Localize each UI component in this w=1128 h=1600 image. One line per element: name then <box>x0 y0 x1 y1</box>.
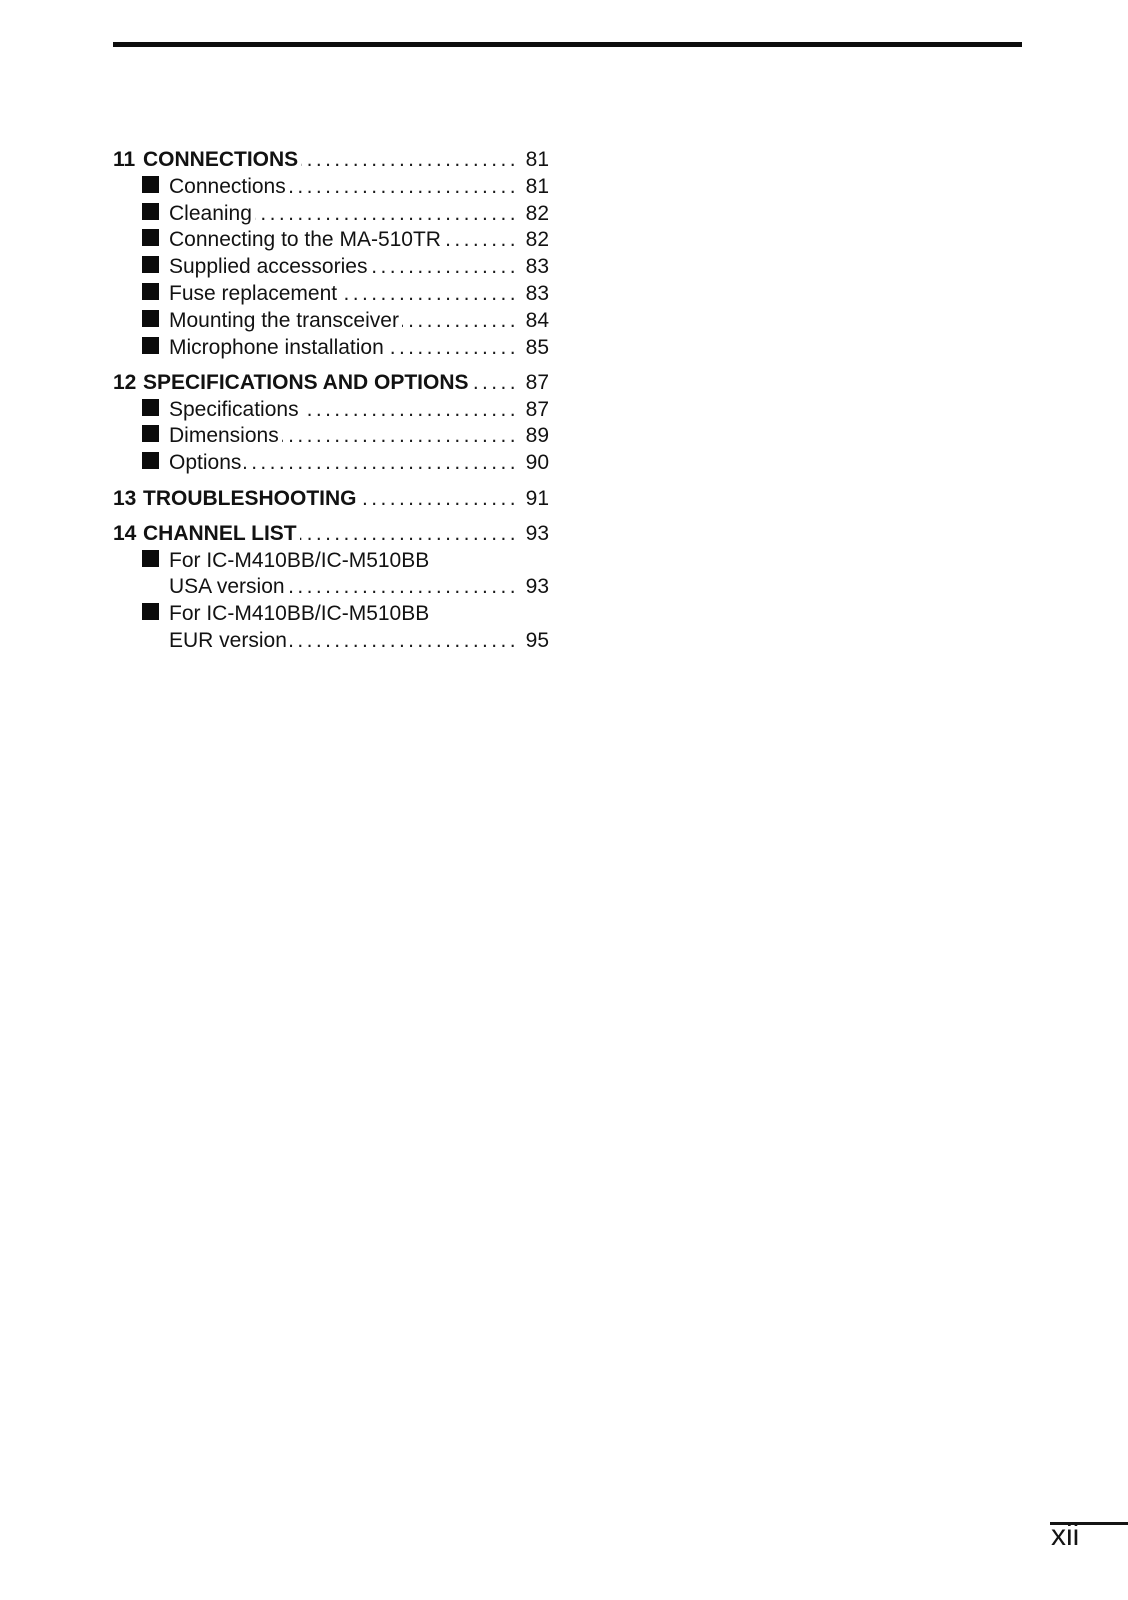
toc-entry-sub <box>113 174 549 201</box>
top-rule <box>113 42 1022 47</box>
dot-leader <box>340 281 519 308</box>
chapter-number: 12 <box>113 370 137 394</box>
toc-entry-sub <box>113 308 549 335</box>
toc-page-number: 91 <box>525 486 549 510</box>
sub-title: Fuse replacement <box>169 281 338 305</box>
sub-title: Supplied accessories <box>169 255 368 279</box>
toc-entry-sub <box>113 335 549 362</box>
toc-page-number: 81 <box>525 174 549 198</box>
sub-title: Dimensions <box>169 424 279 448</box>
dot-leader <box>360 486 520 513</box>
toc-entry-sub <box>113 201 549 228</box>
chapter-number: 13 <box>113 486 137 510</box>
toc-page-number: 89 <box>525 424 549 448</box>
toc-page-number: 83 <box>525 281 549 305</box>
toc-page-number: 87 <box>525 397 549 421</box>
dot-leader <box>302 397 519 424</box>
toc-page-number: 85 <box>525 335 549 359</box>
square-bullet-icon <box>142 310 159 327</box>
toc-entry-sub <box>113 227 549 254</box>
table-of-contents <box>113 147 549 655</box>
toc-page-number: 87 <box>525 370 549 394</box>
square-bullet-icon <box>142 256 159 273</box>
toc-page-number: 81 <box>525 148 549 171</box>
toc-entry-sub <box>113 281 549 308</box>
square-bullet-icon <box>142 176 159 193</box>
toc-entry-sub <box>113 450 549 477</box>
square-bullet-icon <box>142 425 159 442</box>
page-number: xii <box>1051 1519 1080 1552</box>
sub-title: USA version <box>169 575 285 599</box>
dot-leader <box>244 450 519 477</box>
square-bullet-icon <box>142 229 159 246</box>
toc-page-number: 93 <box>525 575 549 599</box>
square-bullet-icon <box>142 452 159 469</box>
sub-title: Connections <box>169 174 286 198</box>
toc-page-number: 84 <box>525 308 549 332</box>
toc-entry-sub <box>113 423 549 450</box>
chapter-number: 14 <box>113 521 137 545</box>
toc-entry-chapter <box>113 370 549 397</box>
dot-leader <box>370 254 519 281</box>
toc-page-number: 82 <box>525 201 549 225</box>
dot-leader <box>472 370 519 397</box>
toc-entry-sub-line2 <box>113 628 549 655</box>
chapter-title: CONNECTIONS <box>143 148 299 171</box>
toc-entry-sub <box>113 397 549 424</box>
square-bullet-icon <box>142 550 159 567</box>
sub-title: For IC-M410BB/IC-M510BB <box>169 548 430 572</box>
square-bullet-icon <box>142 603 159 620</box>
chapter-title: TROUBLESHOOTING <box>143 486 357 510</box>
toc-entry-chapter <box>113 486 549 513</box>
chapter-title: CHANNEL LIST <box>143 521 297 545</box>
square-bullet-icon <box>142 399 159 416</box>
chapter-title: SPECIFICATIONS AND OPTIONS <box>143 370 469 394</box>
square-bullet-icon <box>142 337 159 354</box>
dot-leader <box>288 574 519 601</box>
dot-leader <box>387 335 519 362</box>
toc-entry-sub <box>113 254 549 281</box>
toc-page-number: 82 <box>525 228 549 252</box>
sub-title: Cleaning <box>169 201 252 225</box>
sub-title: For IC-M410BB/IC-M510BB <box>169 602 430 626</box>
sub-title: EUR version <box>169 629 287 653</box>
dot-leader <box>255 201 519 228</box>
toc-entry-chapter <box>113 521 549 548</box>
dot-leader <box>300 521 519 548</box>
sub-title: Options <box>169 451 242 475</box>
toc-entry-sub-line1 <box>113 601 549 628</box>
toc-page-number: 90 <box>525 451 549 475</box>
sub-title: Specifications <box>169 397 299 421</box>
dot-leader <box>301 147 519 174</box>
toc-entry-sub-line2 <box>113 574 549 601</box>
chapter-number: 11 <box>113 148 136 171</box>
toc-page-number: 83 <box>525 255 549 279</box>
dot-leader <box>282 423 519 450</box>
sub-title: Microphone installation <box>169 335 384 359</box>
dot-leader <box>444 227 519 254</box>
toc-page-number: 93 <box>525 521 549 545</box>
toc-page-number: 95 <box>525 629 549 653</box>
square-bullet-icon <box>142 203 159 220</box>
toc-entry-sub-line1 <box>113 548 549 575</box>
square-bullet-icon <box>142 283 159 300</box>
toc-entry-chapter <box>113 147 549 174</box>
dot-leader <box>290 628 519 655</box>
sub-title: Connecting to the MA-510TR <box>169 228 441 252</box>
sub-title: Mounting the transceiver <box>169 308 399 332</box>
dot-leader <box>402 308 519 335</box>
dot-leader <box>289 174 519 201</box>
